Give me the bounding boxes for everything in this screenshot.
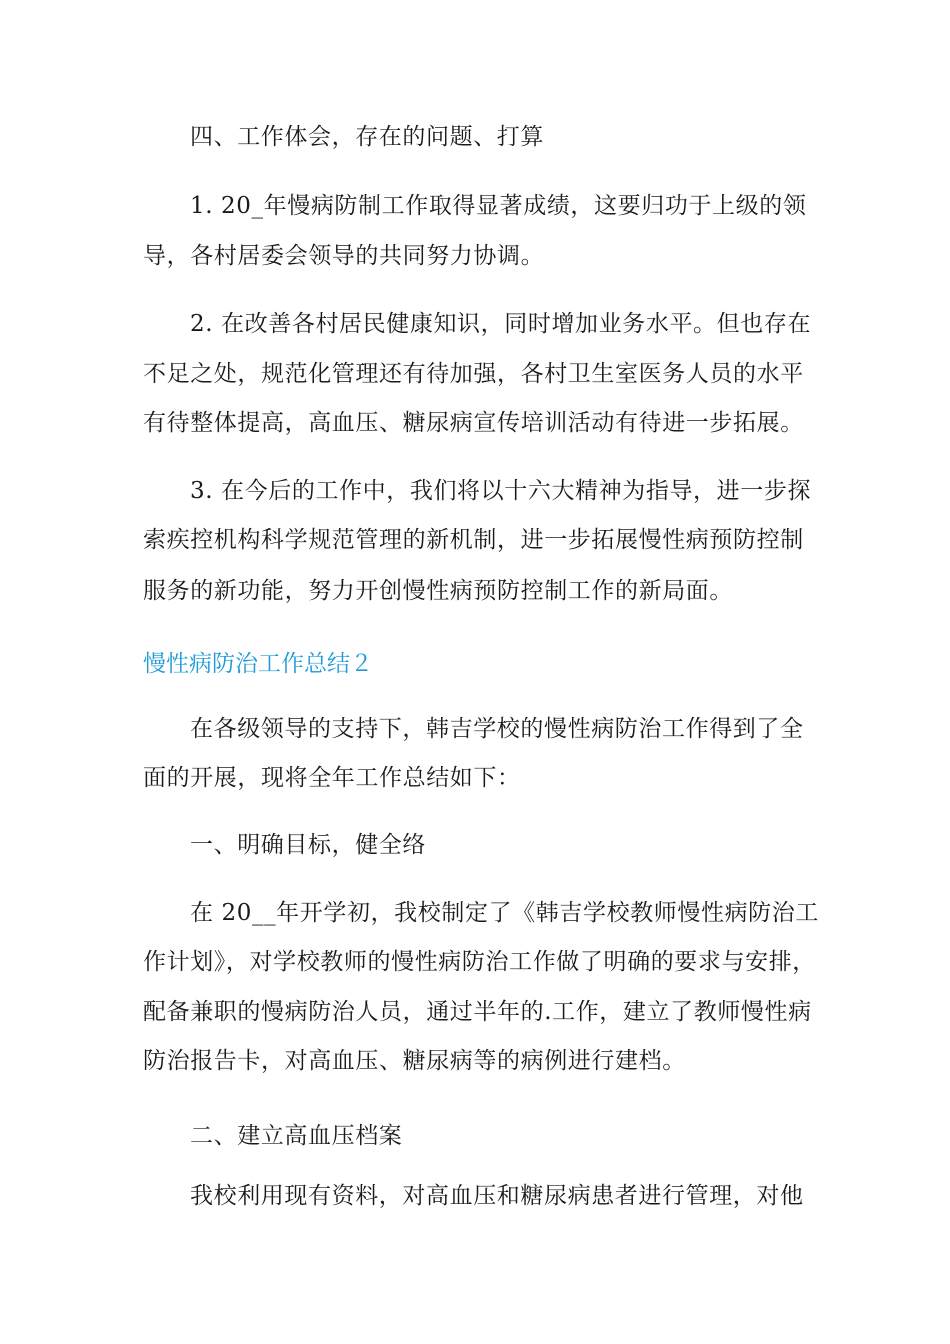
paragraph-2-line-2: 不足之处，规范化管理还有待加强，各村卫生室医务人员的水平 bbox=[143, 361, 804, 387]
section-2-title: 二、建立高血压档案 bbox=[190, 1123, 403, 1149]
paragraph-2-line-1: 2. 在改善各村居民健康知识，同时增加业务水平。但也存在 bbox=[190, 311, 812, 337]
intro-line-1: 在各级领导的支持下，韩吉学校的慢性病防治工作得到了全 bbox=[190, 716, 804, 742]
section-2-line-1: 我校利用现有资料，对高血压和糖尿病患者进行管理，对他 bbox=[190, 1183, 804, 1209]
section-1-line-3: 配备兼职的慢病防治人员，通过半年的.工作，建立了教师慢性病 bbox=[143, 999, 812, 1025]
section-1-title: 一、明确目标，健全络 bbox=[190, 832, 426, 858]
section-1-line-4: 防治报告卡，对高血压、糖尿病等的病例进行建档。 bbox=[143, 1048, 686, 1074]
paragraph-1-line-2: 导，各村居委会领导的共同努力协调。 bbox=[143, 243, 545, 269]
paragraph-2-line-3: 有待整体提高，高血压、糖尿病宣传培训活动有待进一步拓展。 bbox=[143, 410, 804, 436]
paragraph-3-line-1: 3. 在今后的工作中，我们将以十六大精神为指导，进一步探 bbox=[190, 478, 812, 504]
section-1-line-2: 作计划》，对学校教师的慢性病防治工作做了明确的要求与安排， bbox=[143, 949, 816, 975]
paragraph-3-line-3: 服务的新功能，努力开创慢性病预防控制工作的新局面。 bbox=[143, 578, 733, 604]
paragraph-1-line-1: 1. 20_年慢病防制工作取得显著成绩，这要归功于上级的领 bbox=[190, 193, 807, 219]
article-2-title: 慢性病防治工作总结２ bbox=[143, 651, 373, 677]
paragraph-3-line-2: 索疾控机构科学规范管理的新机制，进一步拓展慢性病预防控制 bbox=[143, 527, 804, 553]
intro-line-2: 面的开展，现将全年工作总结如下： bbox=[143, 765, 521, 791]
section-4-title: 四、工作体会，存在的问题、打算 bbox=[190, 124, 544, 150]
section-1-line-1: 在 20__年开学初，我校制定了《韩吉学校教师慢性病防治工 bbox=[190, 900, 819, 926]
